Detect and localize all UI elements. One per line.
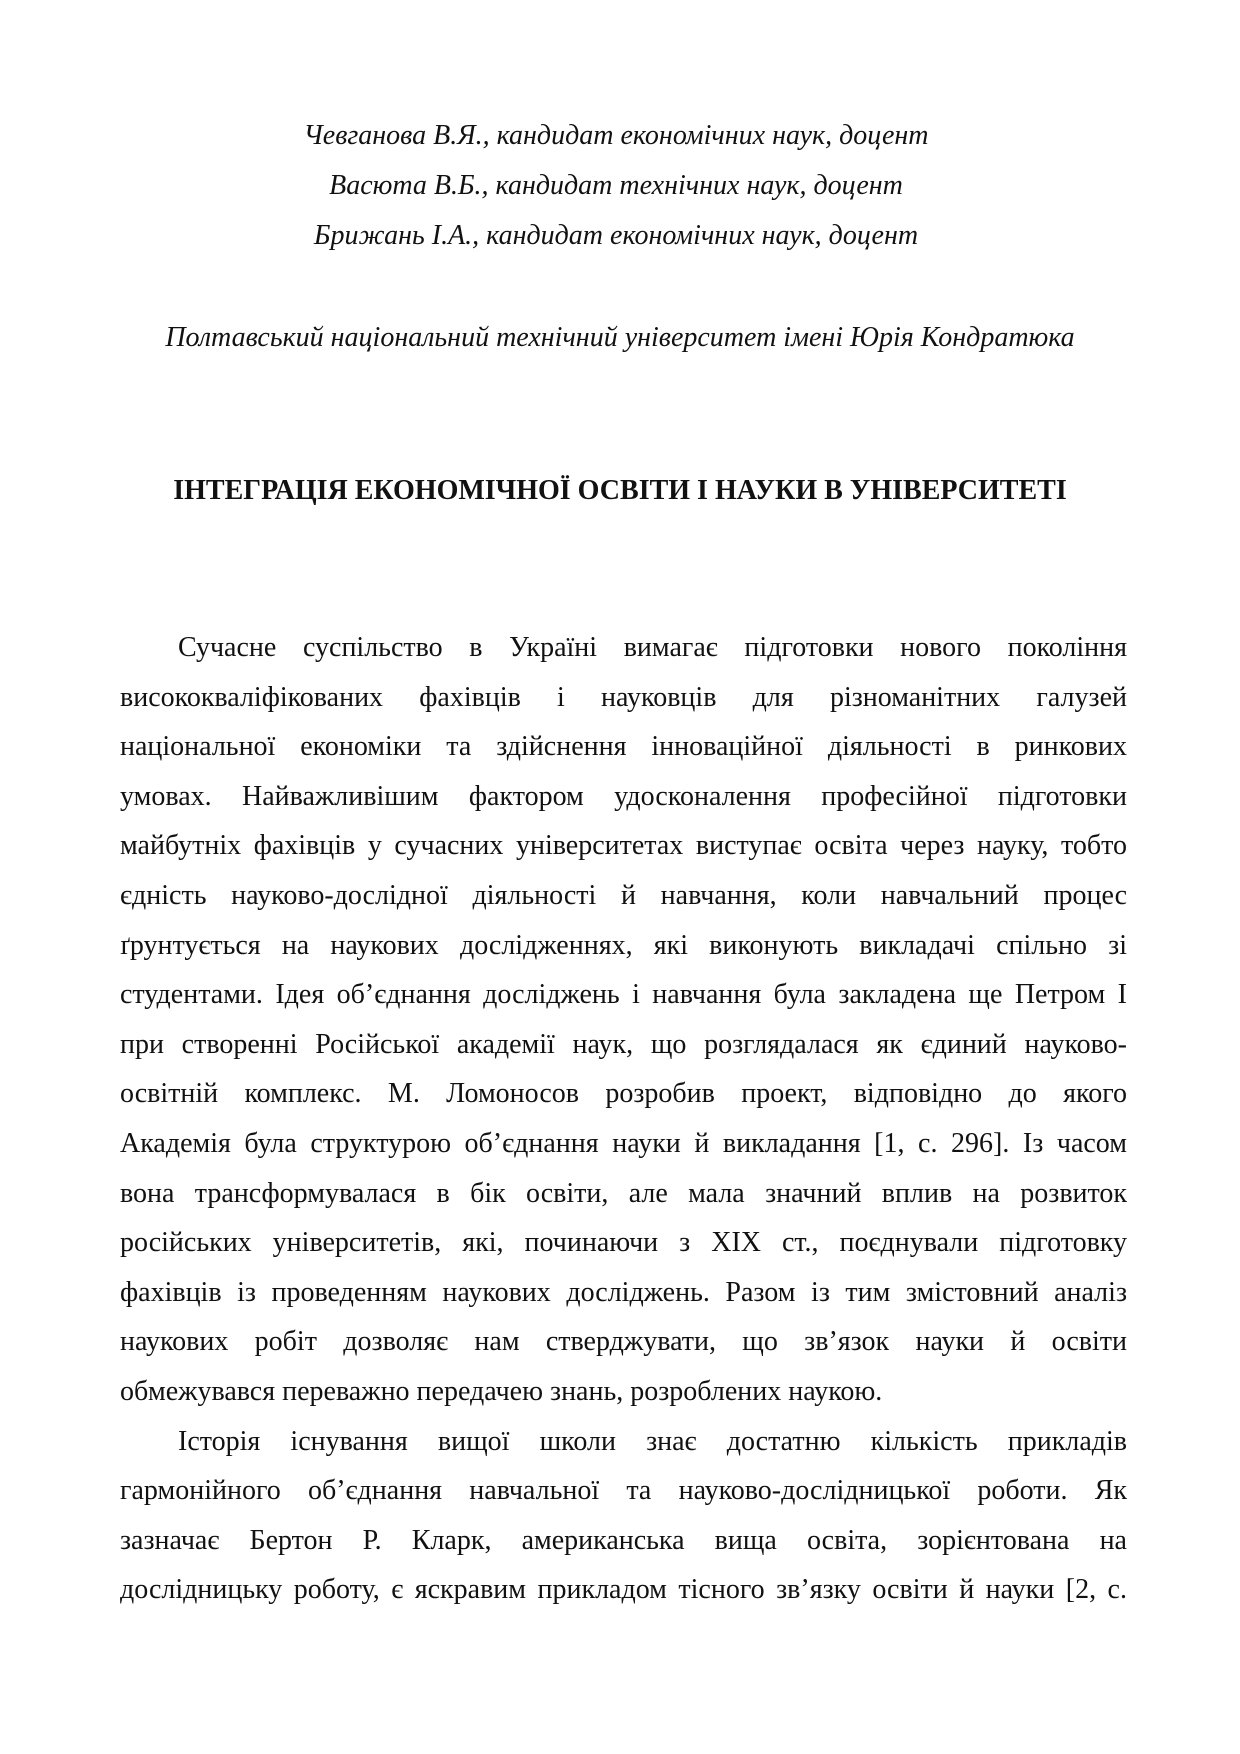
- text-line: російських університетів, які, починаючи з ХІХ ст., поєднували підготовку: [120, 1227, 1127, 1259]
- text-line: освітній комплекс. М. Ломоносов розробив проект, відповідно до якого: [120, 1078, 1127, 1110]
- text-line: обмежувався переважно передачею знань, розроблених наукою.: [120, 1375, 883, 1407]
- author-line: Васюта В.Б., кандидат технічних наук, доцент: [329, 170, 903, 201]
- text-line: студентами. Ідея об’єднання досліджень і навчання була закладена ще Петром І: [120, 979, 1127, 1011]
- text-line: Історія існування вищої школи знає достатню кількість прикладів: [178, 1425, 1127, 1457]
- text-line: ґрунтується на наукових дослідженнях, які виконують викладачі спільно зі: [120, 929, 1127, 961]
- text-line: Академія була структурою об’єднання науки й викладання [1, с. 296]. Із часом: [120, 1127, 1127, 1159]
- institution: Полтавський національний технічний університет імені Юрія Кондратюка: [165, 322, 1075, 353]
- text-line: умовах. Найважливішим фактором удосконалення професійної підготовки: [120, 780, 1127, 812]
- article-body: [120, 623, 1127, 1615]
- text-line: висококваліфікованих фахівців і науковців для різноманітних галузей: [120, 681, 1127, 713]
- text-line: Сучасне суспільство в Україні вимагає підготовки нового покоління: [178, 632, 1127, 663]
- text-line: дослідницьку роботу, є яскравим прикладом тісного зв’язку освіти й науки [2, с.: [120, 1574, 1127, 1606]
- author-line: Чевганова В.Я., кандидат економічних наук, доцент: [303, 120, 929, 151]
- text-line: зазначає Бертон Р. Кларк, американська вища освіта, зорієнтована на: [120, 1524, 1127, 1556]
- text-line: гармонійного об’єднання навчальної та науково-дослідницької роботи. Як: [120, 1475, 1127, 1507]
- text-line: при створенні Російської академії наук, що розглядалася як єдиний науково-: [120, 1028, 1127, 1060]
- text-line: єдність науково-дослідної діяльності й навчання, коли навчальний процес: [120, 879, 1127, 911]
- text-line: наукових робіт дозволяє нам стверджувати, що зв’язок науки й освіти: [120, 1326, 1127, 1358]
- text-line: вона трансформувалася в бік освіти, але мала значний вплив на розвиток: [120, 1177, 1127, 1209]
- text-line: майбутніх фахівців у сучасних університетах виступає освіта через науку, тобто: [120, 830, 1127, 862]
- article-title: ІНТЕГРАЦІЯ ЕКОНОМІЧНОЇ ОСВІТИ І НАУКИ В УНІВЕРСИТЕТІ: [173, 475, 1067, 506]
- text-line: національної економіки та здійснення інноваційної діяльності в ринкових: [120, 731, 1127, 763]
- text-line: фахівців із проведенням наукових досліджень. Разом із тим змістовний аналіз: [120, 1276, 1127, 1308]
- author-line: Брижань І.А., кандидат економічних наук, доцент: [313, 220, 919, 251]
